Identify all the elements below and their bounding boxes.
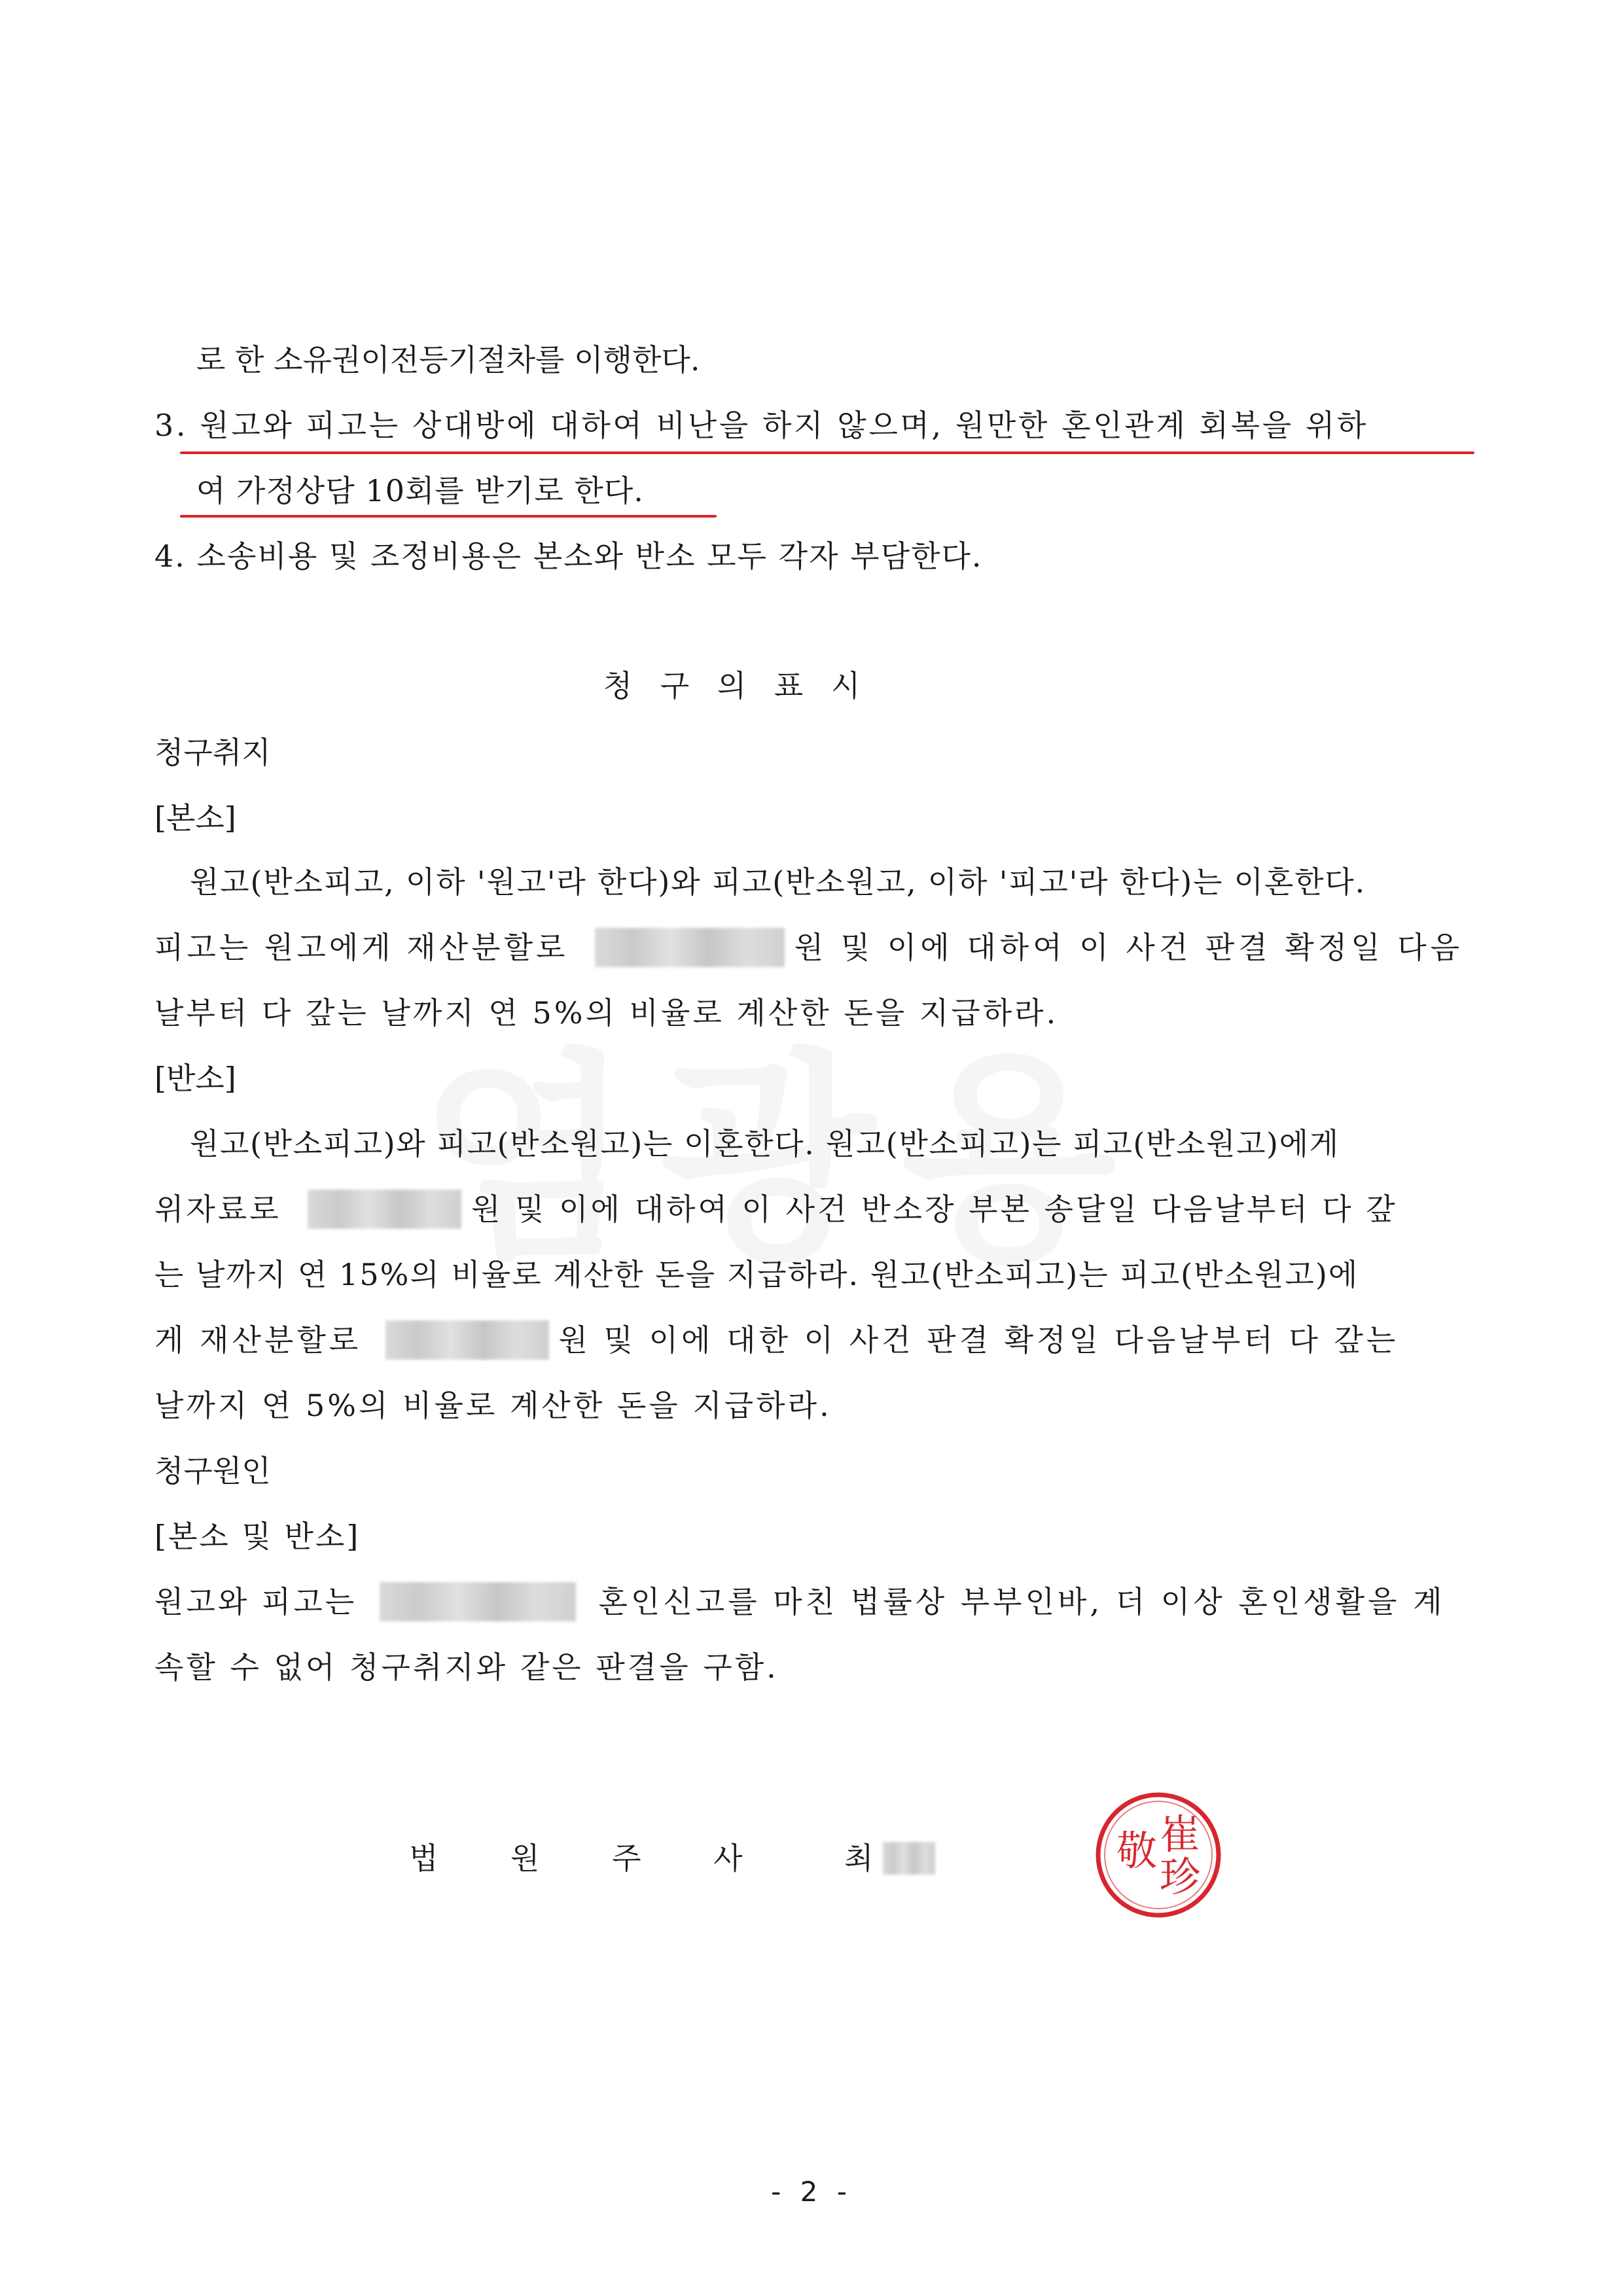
body-line: 날부터 다 갚는 날까지 연 5%의 비율로 계산한 돈을 지급하라.: [154, 995, 1059, 1031]
page-number: - 2 -: [771, 2176, 852, 2208]
subheading-claim-purpose: 청구취지: [154, 735, 271, 770]
svg-text:崔: 崔: [1159, 1810, 1201, 1858]
agreement-item-4: 4. 소송비용 및 조정비용은 본소와 반소 모두 각자 부담한다.: [154, 539, 983, 574]
body-line: 원고와 피고는 혼인신고를 마친 법률상 부부인바, 더 이상 혼인생활을 계: [154, 1582, 1446, 1621]
body-line: 날까지 연 5%의 비율로 계산한 돈을 지급하라.: [154, 1388, 832, 1423]
body-line: 원고(반소피고, 이하 '원고'라 한다)와 피고(반소원고, 이하 '피고'라 한다)는 이혼한다.: [190, 864, 1366, 900]
body-line: 피고는 원고에게 재산분할로 원 및 이에 대하여 이 사건 판결 확정일 다음: [154, 928, 1463, 967]
subheading-both-suits: [본소 및 반소]: [154, 1519, 361, 1554]
redacted-name: [883, 1842, 935, 1875]
agreement-item-3-cont: 여 가정상담 10회를 받기로 한다.: [196, 473, 644, 508]
section-heading: 청 구 의 표 시: [603, 668, 870, 703]
body-line: 게 재산분할로 원 및 이에 대한 이 사건 판결 확정일 다음날부터 다 갚는: [154, 1320, 1399, 1360]
body-line: 원고(반소피고)와 피고(반소원고)는 이혼한다. 원고(반소피고)는 피고(반소원고)에게: [190, 1126, 1340, 1161]
body-line: 속할 수 없어 청구취지와 같은 판결을 구함.: [154, 1650, 779, 1685]
highlight-underline: [180, 451, 1474, 454]
svg-text:敬: 敬: [1116, 1827, 1158, 1875]
signature-name: 최: [844, 1839, 935, 1878]
subheading-claim-cause: 청구원인: [154, 1453, 271, 1489]
body-line: 는 날까지 연 15%의 비율로 계산한 돈을 지급하라. 원고(반소피고)는 피고(반소원고)에: [154, 1257, 1359, 1292]
redacted-amount: [385, 1320, 549, 1360]
seal-stamp: [1090, 1786, 1227, 1924]
redacted-amount: [595, 928, 785, 967]
redacted-date: [380, 1582, 576, 1621]
highlight-underline: [180, 515, 717, 518]
body-line: 로 한 소유권이전등기절차를 이행한다.: [196, 342, 700, 378]
redacted-amount: [308, 1190, 461, 1229]
subheading-main-suit: [본소]: [154, 800, 236, 836]
svg-text:珍: 珍: [1159, 1853, 1201, 1901]
body-line: 위자료로 원 및 이에 대하여 이 사건 반소장 부본 송달일 다음날부터 다 갚: [154, 1190, 1398, 1229]
signature-title: 법 원 주 사: [409, 1841, 774, 1876]
agreement-item-3: 3. 원고와 피고는 상대방에 대하여 비난을 하지 않으며, 원만한 혼인관계 회복을 위하: [154, 408, 1368, 443]
subheading-counter-suit: [반소]: [154, 1061, 236, 1096]
